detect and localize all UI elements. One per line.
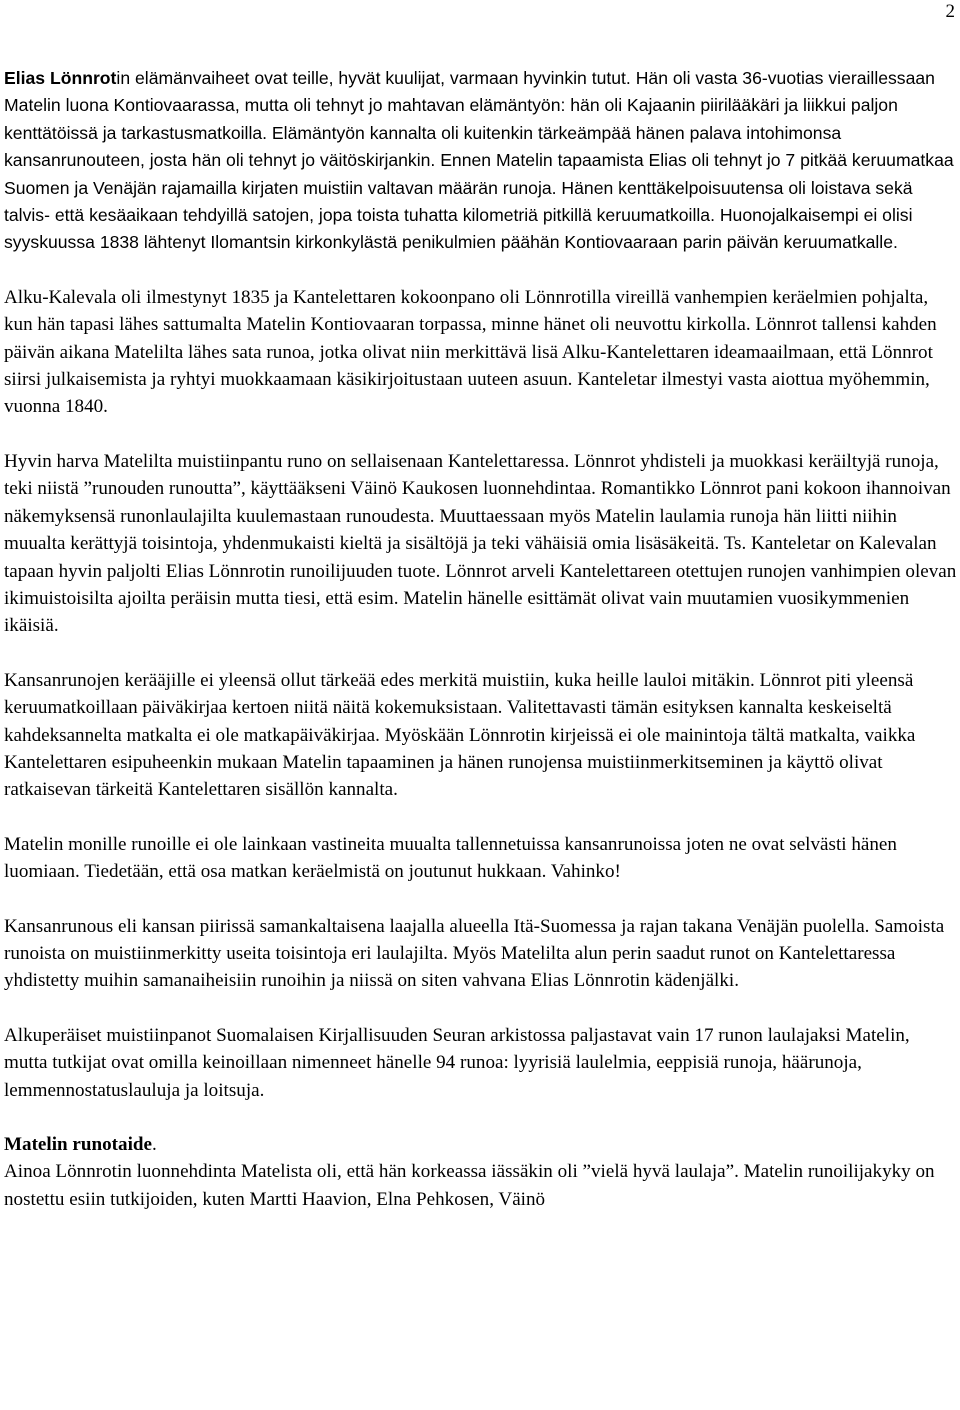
paragraph-lost-songs: Matelin monille runoille ei ole lainkaan vastineita muualta tallennetuissa kansanrunoissa joten ne ovat selvästi hänen luomiaan. Tiedetään, että osa matkan keräelmistä on joutunut hukkaan. Vahinko! bbox=[4, 833, 897, 883]
paragraph-alku-kalevala: Alku-Kalevala oli ilmestynyt 1835 ja Kantelettaren kokoonpano oli Lönnrotilla vireillä vanhempien keräelmien pohjalta, kun hän tapasi lähes sattumalta Matelin Kontiovaaran torpassa, minne hänet oli neuvottu kirkolla. Lönnrot tallensi kahden päivän aikana Matelilta lähes sata runoa, jotka olivat niin merkittävä lisä Alku-Kantelettaren ideamaailmaan, että Lönnrot siirsi julkaisemista ja ryhtyi muokkaamaan käsikirjoitustaan uuteen asuun. Kanteletar ilmestyi vasta aiottua myöhemmin, vuonna 1840. bbox=[4, 286, 937, 418]
paragraph-intro-text: in elämänvaiheet ovat teille, hyvät kuulijat, varmaan hyvinkin tutut. Hän oli vasta 36-vuotias vieraillessaan Matelin luona Kontiovaarassa, mutta oli tehnyt jo mahtavan elämäntyön: hän oli Kajaanin piirilääkäri ja liikkui paljon kenttätöissä ja tarkastusmatkoilla. Elämäntyön kannalta oli kuitenkin tärkeämpää hänen palava intohimonsa kansanrunouteen, josta hän oli tehnyt jo väitöskirjankin. Ennen Matelin tapaamista Elias oli tehnyt jo 7 pitkää keruumatkaa Suomen ja Venäjän rajamailla kirjaten muistiin valtavan määrän runoja. Hänen kenttäkelpoisuutensa oli loistava sekä talvis- että kesäaikaan tehdyillä satojen, jopa toista tuhatta kilometriä pitkillä keruumatkoilla. Huonojalkaisempi ei olisi syyskuussa 1838 lähtenyt Ilomantsin kirkonkylästä penikulmien päähän Kontiovaaraan parin päivän keruumatkalle. bbox=[4, 68, 954, 253]
section-heading-suffix: . bbox=[151, 1134, 157, 1155]
paragraph-kanteletar: Hyvin harva Matelilta muistiinpantu runo on sellaisenaan Kantelettaressa. Lönnrot yhdisteli ja muokkasi keräiltyjä runoja, teki niistä ”runouden runoutta”, käyttääkseni Väinö Kaukosen luonnehdintaa. Romantikko Lönnrot pani kokoon ihannoivan näkemyksensä runonlaulajilta kuulemastaan runoudesta. Muuttaessaan myös Matelin laulamia runoja hän liitti niihin muualta kerättyjä toisintoja, yhdenmukaisti kieltä ja sisältöjä ja teki vähäisiä omia lisäsäkeitä. Ts. Kanteletar on Kalevalan tapaan hyvin paljolti Elias Lönnrotin runoilijuuden tuote. Lönnrot arveli Kantelettareen otettujen runojen vanhimpien olevan ikimuistoisilta ajoilta peräisin mutta tiesi, että esim. Matelin hänelle esittämät olivat vain muutamien vuosikymmenien ikäisiä. bbox=[4, 450, 957, 637]
section-heading-text: Matelin runotaide bbox=[4, 1134, 152, 1155]
paragraph-folk-poetry: Kansanrunous eli kansan piirissä samankaltaisena laajalla alueella Itä-Suomessa ja rajan takana Venäjän puolella. Samoista runoista on muistiinmerkitty useita toisintoja eri laulajilta. Myös Matelilta alun perin saadut runot on Kantelettaressa yhdistetty muihin samanaiheisiin runoihin ja niissä on siten vahvana Elias Lönnrotin kädenjälki. bbox=[4, 915, 945, 992]
paragraph-intro bbox=[4, 65, 957, 257]
section-heading bbox=[4, 1131, 957, 1158]
page-number: 2 bbox=[945, 1, 955, 22]
paragraph-collectors: Kansanrunojen kerääjille ei yleensä ollut tärkeää edes merkitä muistiin, kuka heille lauloi mitäkin. Lönnrot piti yleensä keruumatkoillaan päiväkirjaa kertoen niitä näitä kokemuksistaan. Valitettavasti tämän esityksen kannalta keskeiseltä kahdeksannelta matkalta ei ole matkapäiväkirjaa. Myöskään Lönnrotin kirjeissä ei ole mainintoja tältä matkalta, vaikka Kantelettaren esipuheenkin mukaan Matelin tapaaminen ja hänen runojensa muistiinmerkitseminen ja käyttö olivat ratkaisevan tärkeitä Kantelettaren sisällön kannalta. bbox=[4, 669, 916, 801]
document-body bbox=[4, 65, 957, 1213]
paragraph-runotaide: Ainoa Lönnrotin luonnehdinta Matelista oli, että hän korkeassa iässäkin oli ”vielä hyvä laulaja”. Matelin runoilijakyky on nostettu esiin tutkijoiden, kuten Martti Haavion, Elna Pehkosen, Väinö bbox=[4, 1161, 935, 1210]
paragraph-archives: Alkuperäiset muistiinpanot Suomalaisen Kirjallisuuden Seuran arkistossa paljastavat vain 17 runon laulajaksi Matelin, mutta tutkijat ovat omilla keinoillaan nimenneet hänelle 94 runoa: lyyrisiä laulelmia, eeppisiä runoja, häärunoja, lemmennostatuslauluja ja loitsuja. bbox=[4, 1024, 910, 1101]
bold-name: Elias Lönnrot bbox=[4, 68, 117, 88]
